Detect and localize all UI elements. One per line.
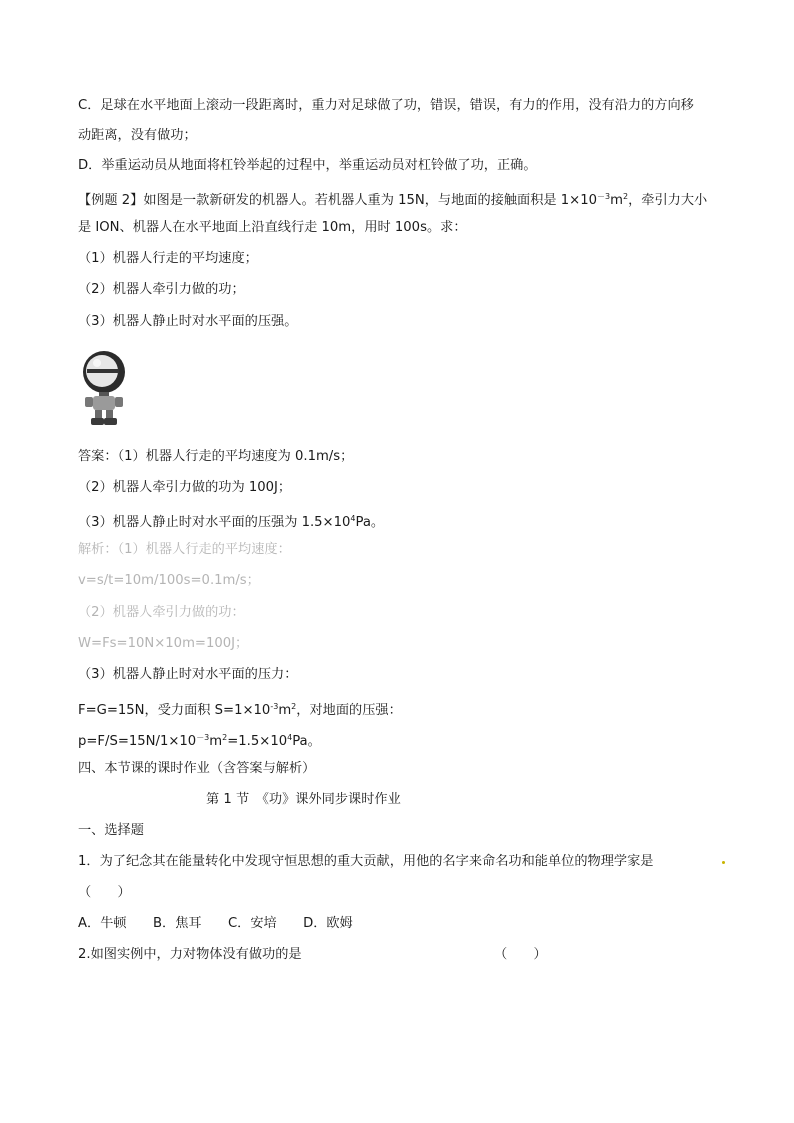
answer-c-line2: 动距离，没有做功； [78, 128, 197, 143]
yellow-dot-mark [722, 861, 725, 864]
analysis-6-square: 2 [291, 702, 297, 711]
example2-line2: 是 ION、机器人在水平地面上沿直线行走 10m，用时 100s。求： [78, 220, 467, 235]
section-4-heading: 四、本节课的课时作业（含答案与解析） [78, 761, 316, 776]
example2-exponent: －3 [597, 192, 611, 201]
analysis-7-text-a: p=F/S=15N/1×10 [78, 734, 197, 749]
answer-c-line1: C．足球在水平地面上滚动一段距离时，重力对足球做了功，错误，错误，有力的作用，没有沿力的方向移 [78, 98, 694, 113]
answer-d-line: D．举重运动员从地面将杠铃举起的过程中，举重运动员对杠铃做了功，正确。 [78, 158, 537, 173]
example2-line1 [78, 187, 707, 211]
analysis-4: W=Fs=10N×10m=100J； [78, 636, 249, 651]
example2-text-a: 【例题 2】如图是一款新研发的机器人。若机器人重为 15N，与地面的接触面积是 1×10 [78, 193, 598, 208]
answer-3-text-a: （3）机器人静止时对水平面的压强为 1.5×10 [78, 515, 351, 530]
question-mc2-parentheses: （ ） [494, 947, 547, 962]
analysis-2: v=s/t=10m/100s=0.1m/s； [78, 573, 260, 588]
analysis-7 [78, 728, 321, 752]
analysis-7-exponent2: 4 [287, 733, 293, 742]
homework-title: 第 1 节 《功》课外同步课时作业 [206, 792, 401, 807]
answer-3-text-b: Pa。 [355, 515, 385, 530]
question-mc1-options: A．牛顿 B．焦耳 C．安培 D．欧姆 [78, 916, 353, 931]
analysis-6-text-a: F=G=15N，受力面积 S=1×10 [78, 703, 271, 718]
robot-illustration [80, 350, 128, 426]
question-3: （3）机器人静止时对水平面的压强。 [78, 314, 298, 329]
analysis-7-text-c: =1.5× [227, 734, 271, 749]
question-2: （2）机器人牵引力做的功； [78, 282, 245, 297]
analysis-7-unit-m: m [209, 734, 223, 749]
analysis-5: （3）机器人静止时对水平面的压力： [78, 667, 298, 682]
analysis-7-exponent: －3 [196, 733, 210, 742]
example2-unit-m: m [610, 193, 623, 208]
answer-3-exponent: 4 [350, 514, 356, 523]
analysis-7-text-d: 10 [270, 734, 288, 749]
question-mc2: 2.如图实例中，力对物体没有做功的是 [78, 947, 302, 962]
part-1-heading: 一、选择题 [78, 823, 144, 838]
answer-2: （2）机器人牵引力做的功为 100J； [78, 480, 292, 495]
question-mc1: 1．为了纪念其在能量转化中发现守恒思想的重大贡献，用他的名字来命名功和能单位的物理学家是 [78, 854, 654, 869]
analysis-3: （2）机器人牵引力做的功： [78, 605, 245, 620]
analysis-6 [78, 697, 402, 721]
analysis-1: 解析：（1）机器人行走的平均速度： [78, 542, 291, 557]
answer-3 [78, 509, 384, 533]
example2-square: 2 [622, 192, 629, 201]
analysis-6-unit-m: m [278, 703, 292, 718]
question-mc1-parentheses: （ ） [78, 885, 131, 900]
analysis-6-text-c: ，对地面的压强： [296, 703, 402, 718]
example2-text-c: ，牵引力大小 [628, 193, 708, 208]
analysis-6-exponent: -3 [270, 702, 279, 711]
analysis-7-text-e: Pa。 [292, 734, 321, 749]
question-1: （1）机器人行走的平均速度； [78, 251, 258, 266]
answer-1: 答案：（1）机器人行走的平均速度为 0.1m/s； [78, 449, 354, 464]
analysis-7-square: 2 [222, 733, 228, 742]
